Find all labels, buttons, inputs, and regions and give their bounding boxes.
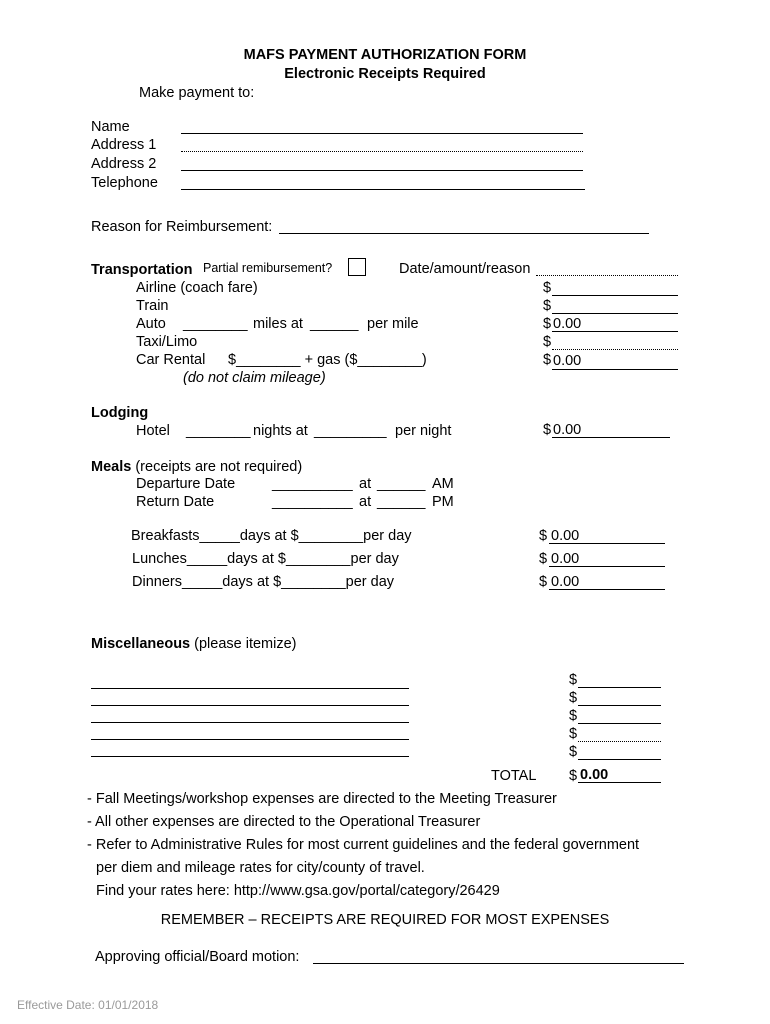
partial-reimbursement-label: Partial remibursement? bbox=[203, 261, 333, 275]
reason-label: Reason for Reimbursement: bbox=[91, 219, 273, 235]
approving-field[interactable] bbox=[313, 963, 684, 964]
taxi-amount-field[interactable] bbox=[552, 349, 678, 350]
form-subtitle: Electronic Receipts Required bbox=[284, 66, 486, 82]
total-dollar: $ bbox=[569, 768, 578, 784]
am-label: AM bbox=[432, 476, 454, 492]
note-operational: - All other expenses are directed to the Operational Treasurer bbox=[87, 814, 481, 830]
return-label: Return Date bbox=[136, 494, 215, 510]
misc-dollar-2: $ bbox=[569, 690, 578, 706]
misc-amount-5[interactable] bbox=[578, 759, 661, 760]
hotel-rate-blank[interactable]: _________ bbox=[314, 423, 387, 439]
dinner-amount[interactable]: 0.00 bbox=[551, 574, 580, 590]
transportation-heading: Transportation bbox=[91, 262, 193, 278]
breakfasts-line[interactable]: Breakfasts_____days at $________per day bbox=[131, 528, 412, 544]
address2-label: Address 2 bbox=[91, 156, 157, 172]
misc-dollar-3: $ bbox=[569, 708, 578, 724]
dinners-line[interactable]: Dinners_____days at $________per day bbox=[132, 574, 395, 590]
lunch-amount[interactable]: 0.00 bbox=[551, 551, 580, 567]
note-per-diem: per diem and mileage rates for city/county of travel. bbox=[96, 860, 425, 876]
lunches-line[interactable]: Lunches_____days at $________per day bbox=[132, 551, 399, 567]
lunch-dollar: $ bbox=[539, 551, 548, 567]
misc-amount-1[interactable] bbox=[578, 687, 661, 688]
return-time-blank[interactable]: ______ bbox=[377, 494, 426, 510]
total-label: TOTAL bbox=[491, 768, 537, 784]
effective-date: Effective Date: 01/01/2018 bbox=[17, 998, 159, 1012]
departure-date-blank[interactable]: __________ bbox=[272, 476, 353, 492]
meals-heading: Meals bbox=[91, 459, 132, 475]
car-rental-dollar: $ bbox=[543, 352, 552, 368]
auto-per-mile-label: per mile bbox=[367, 316, 419, 332]
misc-item-line-1[interactable] bbox=[91, 688, 409, 689]
no-mileage-note: (do not claim mileage) bbox=[183, 370, 326, 386]
misc-amount-3[interactable] bbox=[578, 723, 661, 724]
note-rates-link: Find your rates here: http://www.gsa.gov/portal/category/26429 bbox=[96, 883, 500, 899]
telephone-field[interactable] bbox=[181, 189, 585, 190]
airline-dollar: $ bbox=[543, 280, 552, 296]
breakfast-amount[interactable]: 0.00 bbox=[551, 528, 580, 544]
auto-dollar: $ bbox=[543, 316, 552, 332]
auto-rate-blank[interactable]: ______ bbox=[310, 316, 359, 332]
pm-label: PM bbox=[432, 494, 454, 510]
auto-miles-at-label: miles at bbox=[253, 316, 303, 332]
meals-note: (receipts are not required) bbox=[135, 459, 303, 475]
departure-time-blank[interactable]: ______ bbox=[377, 476, 426, 492]
remember-notice: REMEMBER – RECEIPTS ARE REQUIRED FOR MOST EXPENSES bbox=[160, 912, 610, 928]
train-amount-field[interactable] bbox=[552, 313, 678, 314]
note-meetings: - Fall Meetings/workshop expenses are directed to the Meeting Treasurer bbox=[87, 791, 557, 807]
address1-field[interactable] bbox=[181, 151, 583, 152]
misc-item-line-3[interactable] bbox=[91, 722, 409, 723]
auto-amount[interactable]: 0.00 bbox=[553, 316, 582, 332]
breakfast-amount-line bbox=[549, 543, 665, 544]
dinner-dollar: $ bbox=[539, 574, 548, 590]
car-rental-detail[interactable]: $________ + gas ($________) bbox=[228, 352, 427, 368]
partial-reimbursement-checkbox[interactable] bbox=[348, 258, 366, 276]
date-amount-reason-label: Date/amount/reason bbox=[399, 261, 531, 277]
airline-amount-field[interactable] bbox=[552, 295, 678, 296]
misc-heading: Miscellaneous bbox=[91, 636, 191, 652]
car-rental-amount-line bbox=[552, 369, 678, 370]
dinner-amount-line bbox=[549, 589, 665, 590]
make-payment-label: Make payment to: bbox=[139, 85, 255, 101]
departure-at-label: at bbox=[359, 476, 372, 492]
car-rental-label: Car Rental bbox=[136, 352, 206, 368]
date-amount-reason-field[interactable] bbox=[536, 275, 678, 276]
misc-heading-row bbox=[91, 637, 297, 652]
auto-miles-blank[interactable]: ________ bbox=[183, 316, 248, 332]
meals-heading-row bbox=[91, 460, 302, 475]
misc-item-line-4[interactable] bbox=[91, 739, 409, 740]
train-dollar: $ bbox=[543, 298, 552, 314]
misc-amount-4[interactable] bbox=[578, 741, 661, 742]
reason-field[interactable] bbox=[279, 233, 649, 234]
telephone-label: Telephone bbox=[91, 175, 158, 191]
taxi-dollar: $ bbox=[543, 334, 552, 350]
hotel-label: Hotel bbox=[136, 423, 170, 439]
auto-label: Auto bbox=[136, 316, 166, 332]
lodging-amount-line bbox=[552, 437, 670, 438]
car-rental-amount[interactable]: 0.00 bbox=[553, 353, 582, 369]
address2-field[interactable] bbox=[181, 170, 583, 171]
return-at-label: at bbox=[359, 494, 372, 510]
total-amount[interactable]: 0.00 bbox=[580, 767, 609, 783]
breakfast-dollar: $ bbox=[539, 528, 548, 544]
lodging-amount[interactable]: 0.00 bbox=[553, 422, 582, 438]
misc-dollar-1: $ bbox=[569, 672, 578, 688]
approving-label: Approving official/Board motion: bbox=[95, 949, 300, 965]
misc-dollar-5: $ bbox=[569, 744, 578, 760]
train-label: Train bbox=[136, 298, 169, 314]
address1-label: Address 1 bbox=[91, 137, 157, 153]
misc-item-line-5[interactable] bbox=[91, 756, 409, 757]
name-field[interactable] bbox=[181, 133, 583, 134]
misc-amount-2[interactable] bbox=[578, 705, 661, 706]
form-title: MAFS PAYMENT AUTHORIZATION FORM bbox=[243, 47, 527, 63]
note-admin-rules: - Refer to Administrative Rules for most current guidelines and the federal government bbox=[87, 837, 640, 853]
taxi-label: Taxi/Limo bbox=[136, 334, 198, 350]
return-date-blank[interactable]: __________ bbox=[272, 494, 353, 510]
misc-dollar-4: $ bbox=[569, 726, 578, 742]
lodging-dollar: $ bbox=[543, 422, 552, 438]
misc-note: (please itemize) bbox=[194, 636, 297, 652]
nights-at-label: nights at bbox=[253, 423, 308, 439]
per-night-label: per night bbox=[395, 423, 452, 439]
lodging-heading: Lodging bbox=[91, 405, 149, 421]
auto-amount-line bbox=[552, 331, 678, 332]
total-amount-line bbox=[578, 782, 661, 783]
lunch-amount-line bbox=[549, 566, 665, 567]
departure-label: Departure Date bbox=[136, 476, 236, 492]
hotel-nights-blank[interactable]: ________ bbox=[186, 423, 251, 439]
misc-item-line-2[interactable] bbox=[91, 705, 409, 706]
name-label: Name bbox=[91, 119, 130, 135]
airline-label: Airline (coach fare) bbox=[136, 280, 258, 296]
